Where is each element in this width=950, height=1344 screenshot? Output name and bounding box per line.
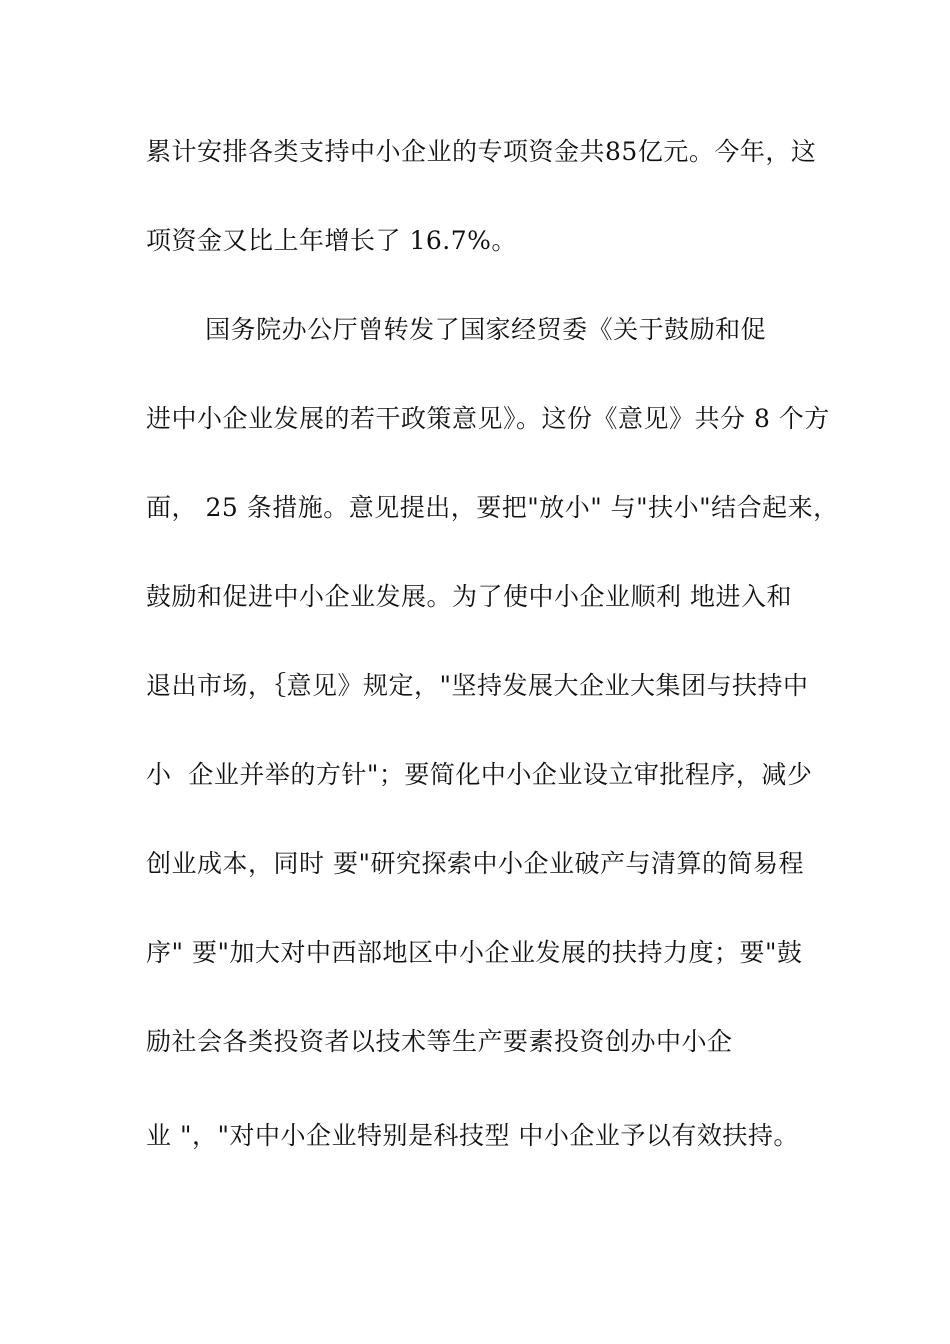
paragraph-line: 创业成本，同时 要"研究探索中小企业破产与清算的简易程 [146,849,804,878]
paragraph-line: 小 企业并举的方针"；要简化中小企业设立审批程序，减少 [146,760,813,789]
paragraph-line: 项资金又比上年增长了 16.7%。 [146,226,517,255]
paragraph-line: 进中小企业发展的若干政策意见》。这份《意见》共分 8 个方 [146,404,830,433]
paragraph-line: 累计安排各类支持中小企业的专项资金共85亿元。今年，这 [146,137,817,166]
paragraph-line: 面， 25 条措施。意见提出，要把"放小" 与"扶小"结合起来， [146,493,839,522]
paragraph-line: 序" 要"加大对中西部地区中小企业发展的扶持力度；要"鼓 [146,938,803,967]
paragraph-line: 国务院办公厅曾转发了国家经贸委《关于鼓励和促 [146,315,767,344]
paragraph-line: 鼓励和促进中小企业发展。为了使中小企业顺利 地进入和 [146,582,792,611]
paragraph-line: 励社会各类投资者以技术等生产要素投资创办中小企 [146,1027,733,1056]
paragraph-line: 业 "，"对中小企业特别是科技型 中小企业予以有效扶持。 [146,1121,799,1150]
paragraph-line: 退出市场，｛意见》规定，"坚持发展大企业大集团与扶持中 [146,671,809,700]
